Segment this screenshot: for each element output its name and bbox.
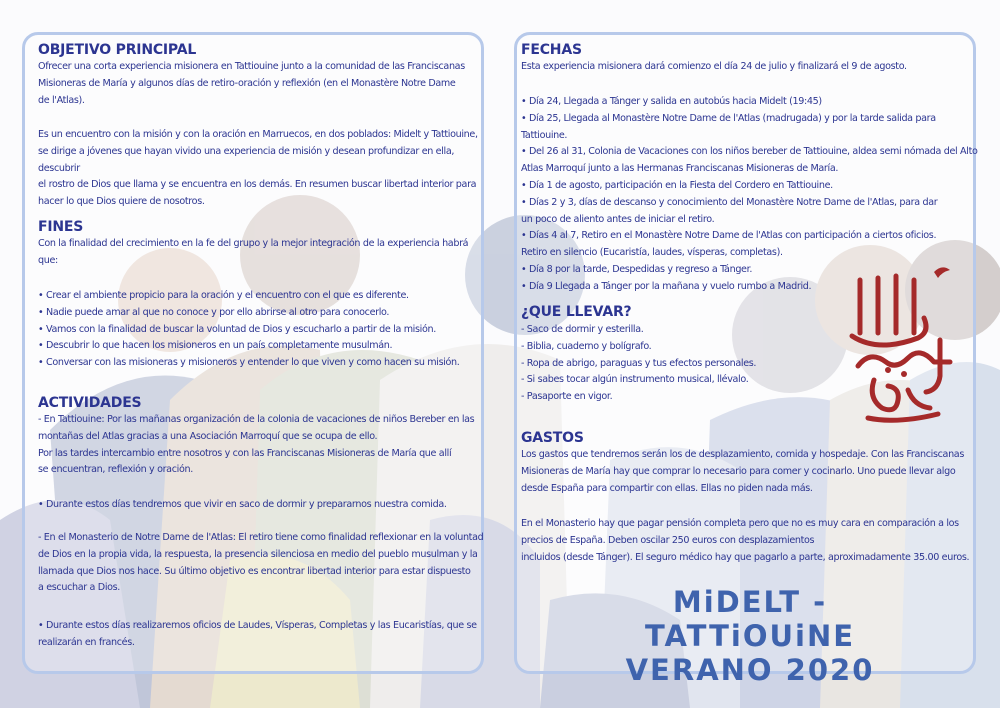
gastos-heading: GASTOS bbox=[521, 430, 584, 446]
list-item: • Nadie puede amar al que no conoce y por ello abrirse al otro para conocerlo. bbox=[38, 306, 390, 318]
llevar-heading: ¿QUE LLEVAR? bbox=[521, 304, 632, 320]
fechas-intro: Esta experiencia misionera dará comienzo el día 24 de julio y finalizará el 9 de agosto. bbox=[521, 61, 907, 72]
list-item: • Del 26 al 31, Colonia de Vacaciones con los niños bereber de Tattiouine, aldea semi nómada del Alto Atlas Marroquí junto a las Hermanas Franciscanas Misioneras de María. bbox=[521, 146, 978, 175]
list-item: - Saco de dormir y esterilla. bbox=[521, 324, 644, 335]
brochure-title bbox=[580, 585, 920, 687]
gastos-text-2: En el Monasterio hay que pagar pensión completa pero que no es muy cara en comparación a los precios de España. Deben oscilar 250 euros con desplazamientos incluidos (desde Tánger). El seguro médico hay que pagarlo a parte, aproximadamente 35.00 euros. bbox=[521, 518, 970, 563]
fines-heading: FINES bbox=[38, 219, 84, 235]
actividades-text-2: • Durante estos días tendremos que vivir en saco de dormir y prepararnos nuestra comida. bbox=[38, 499, 447, 510]
actividades-text-3: - En el Monasterio de Notre Dame de l'Atlas: El retiro tiene como finalidad reflexionar en la voluntad de Dios en la propia vida, la respuesta, la presencia silenciosa en medio del pueblo musulman y la llamada que Dios nos hace. Su último objetivo es encontrar libertad interior para estar dispuesto a escuchar a Dios. bbox=[38, 532, 484, 594]
list-item: • Día 24, Llegada a Tánger y salida en autobús hacia Midelt (19:45) bbox=[521, 96, 822, 107]
list-item: • Días 4 al 7, Retiro en el Monastère Notre Dame de l'Atlas con participación a ciertos oficios. Retiro en silencio (Eucaristía, laudes, vísperas, completas). bbox=[521, 230, 937, 259]
objetivo-heading: OBJETIVO PRINCIPAL bbox=[38, 42, 197, 58]
actividades-heading: ACTIVIDADES bbox=[38, 395, 142, 411]
list-item: - Biblia, cuaderno y bolígrafo. bbox=[521, 340, 652, 352]
list-item: - Pasaporte en vigor. bbox=[521, 391, 613, 403]
title-line-2: VERANO 2020 bbox=[625, 653, 875, 687]
fines-intro: Con la finalidad del crecimiento en la fe del grupo y la mejor integración de la experiencia habrá que: bbox=[38, 238, 469, 266]
title-line-1: MiDELT - TATTiOUiNE bbox=[644, 585, 856, 653]
list-item: • Día 8 por la tarde, Despedidas y regreso a Tánger. bbox=[521, 263, 753, 275]
list-item: • Día 9 Llegada a Tánger por la mañana y vuelo rumbo a Madrid. bbox=[521, 280, 812, 292]
objetivo-text-1: Ofrecer una corta experiencia misionera en Tattiouine junto a la comunidad de las Franciscanas Misioneras de María y algunos días de retiro-oración y reflexión (en el Monastère Notre Dame de l'Atlas). bbox=[38, 61, 465, 106]
actividades-text-4: • Durante estos días realizaremos oficios de Laudes, Vísperas, Completas y las Eucaristías, que se realizarán en francés. bbox=[38, 620, 477, 648]
list-item: - Si sabes tocar algún instrumento musical, llévalo. bbox=[521, 374, 749, 386]
objetivo-text-2: Es un encuentro con la misión y con la oración en Marruecos, en dos poblados: Midelt y Tattiouine, se dirige a jóvenes que hayan vivido una experiencia de misión y desean profundizar en ella, descubrir el rostro de Dios que llama y se encuentra en los demás. En resumen buscar libertad interior para hacer lo que Dios quiere de nosotros. bbox=[38, 129, 478, 208]
fines-list bbox=[38, 288, 498, 372]
gastos-text-1: Los gastos que tendremos serán los de desplazamiento, comida y hospedaje. Con las Franciscanas Misioneras de María hay que comprar lo necesario para comer y cocinarlo. Uno puede llevar algo desde España para compartir con ellas. Ellas no piden nada más. bbox=[521, 449, 964, 494]
actividades-text-1: - En Tattiouine: Por las mañanas organización de la colonia de vacaciones de niños Bereber en las montañas del Atlas gracias a una Asociación Marroquí que se ocupa de ello. Por las tardes intercambio entre nosotros y con las Franciscanas Misioneras de María que allí se encuentran, reflexión y oración. bbox=[38, 414, 475, 476]
list-item: • Día 25, Llegada al Monastère Notre Dame de l'Atlas (madrugada) y por la tarde salida para Tattiouine. bbox=[521, 112, 936, 141]
list-item: • Descubrir lo que hacen los misioneros en un país completamente musulmán. bbox=[38, 340, 393, 352]
list-item: • Conversar con las misioneras y misioneros y entender lo que viven y como hacen su misión. bbox=[38, 357, 460, 369]
list-item: • Crear el ambiente propicio para la oración y el encuentro con el que es diferente. bbox=[38, 290, 409, 301]
fechas-heading: FECHAS bbox=[521, 42, 582, 58]
arabic-calligraphy-icon bbox=[838, 258, 968, 428]
llevar-list bbox=[521, 322, 821, 406]
list-item: • Vamos con la finalidad de buscar la voluntad de Dios y escucharlo a partir de la misión. bbox=[38, 323, 436, 335]
list-item: - Ropa de abrigo, paraguas y tus efectos personales. bbox=[521, 357, 757, 369]
list-item: • Días 2 y 3, días de descanso y conocimiento del Monastère Notre Dame de l'Atlas, para dar un poco de aliento antes de iniciar el retiro. bbox=[521, 196, 938, 225]
list-item: • Día 1 de agosto, participación en la Fiesta del Cordero en Tattiouine. bbox=[521, 179, 833, 191]
